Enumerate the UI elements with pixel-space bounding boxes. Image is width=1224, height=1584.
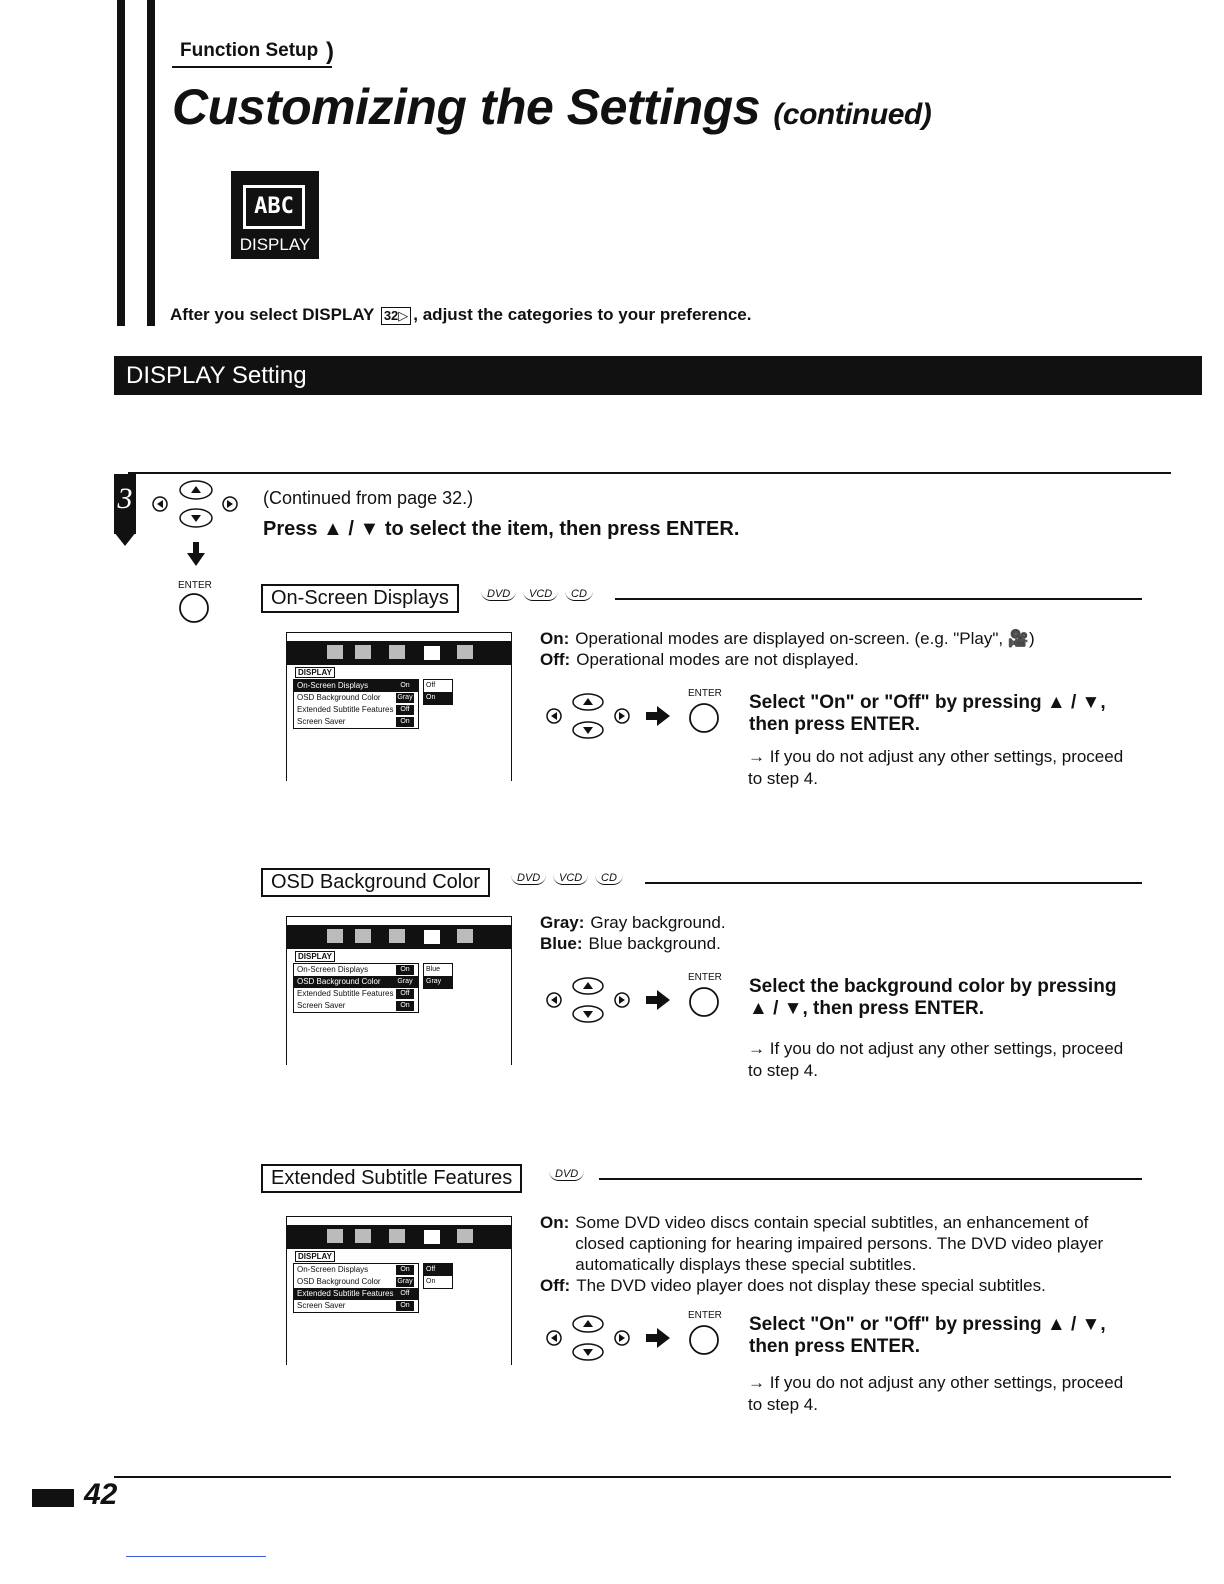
menu-row: [294, 976, 418, 988]
menu-row: [294, 704, 418, 716]
disc-badge-icon: VCD: [523, 588, 558, 601]
page-ref-icon: 32▷: [381, 307, 411, 325]
item-description: [540, 628, 1140, 670]
enter-button-icon: [688, 1324, 720, 1356]
page-ref-number: 32: [383, 308, 399, 323]
menu-icon-bar: [287, 641, 511, 665]
menu-row: [294, 1276, 418, 1288]
step-top-rule: [128, 472, 1171, 474]
menu-row-value: On: [396, 1265, 414, 1275]
description-term: On:: [540, 1213, 570, 1232]
description-term: Off:: [540, 1276, 571, 1295]
cursor-pad-icon: [542, 974, 638, 1026]
disc-badge-icon: DVD: [481, 588, 516, 601]
description-term: Off:: [540, 650, 571, 669]
description-row: [540, 628, 1140, 649]
right-arrow-icon: [646, 1328, 670, 1348]
enter-label: ENTER: [688, 688, 722, 699]
menu-row: [294, 692, 418, 704]
item-rule: [599, 1178, 1142, 1180]
menu-option: Off: [424, 1264, 452, 1276]
control-diagram: [542, 974, 742, 1024]
section-banner: [114, 356, 1202, 395]
intro-after: , adjust the categories to your preference.: [413, 305, 752, 324]
cursor-pad-icon: [542, 1312, 638, 1364]
item-instruction: Select "On" or "Off" by pressing ▲ / ▼, then press ENTER.: [749, 692, 1106, 735]
page-marker: [32, 1489, 74, 1507]
right-arrow-icon: [646, 706, 670, 726]
menu-row: [294, 988, 418, 1000]
menu-row: [294, 680, 418, 692]
display-icon-label: DISPLAY: [239, 235, 311, 254]
menu-row-label: On-Screen Displays: [297, 965, 369, 974]
description-row: [540, 1212, 1140, 1275]
enter-label: ENTER: [688, 1310, 722, 1321]
menu-header: DISPLAY: [295, 667, 335, 678]
intro-before: After you select DISPLAY: [170, 305, 375, 324]
menu-row-value: Gray: [397, 1278, 413, 1285]
menu-row-value: On: [396, 1001, 414, 1011]
menu-row-label: On-Screen Displays: [297, 1265, 369, 1274]
osd-menu-screenshot: [286, 916, 512, 1065]
menu-tab-icon: [355, 929, 371, 943]
item-heading: Extended Subtitle Features: [261, 1164, 522, 1193]
item-heading: On-Screen Displays: [261, 584, 459, 613]
menu-tab-icon: [327, 645, 343, 659]
menu-tab-icon: [423, 929, 441, 945]
menu-list: [293, 963, 419, 1013]
menu-row-value: Off: [396, 1289, 414, 1299]
description-text: Gray background.: [590, 913, 726, 932]
menu-tab-icon: [457, 929, 473, 943]
description-term: Gray:: [540, 913, 585, 932]
description-row: [540, 912, 1140, 933]
description-term: On:: [540, 629, 570, 648]
menu-row-value: On: [396, 1301, 414, 1311]
disc-badge-icon: CD: [565, 588, 593, 601]
menu-row: [294, 1000, 418, 1012]
menu-row-value: Gray: [397, 978, 413, 985]
item-rule: [615, 598, 1142, 600]
disc-badge-icon: DVD: [549, 1168, 584, 1181]
step-number: 3: [114, 474, 136, 534]
display-screen-icon: [243, 185, 305, 229]
description-row: [540, 649, 1140, 670]
menu-tab-icon: [355, 645, 371, 659]
right-arrow-icon: [646, 990, 670, 1010]
menu-option: On: [426, 1278, 436, 1285]
menu-row: [294, 964, 418, 976]
enter-button-icon: [178, 592, 210, 624]
description-text: Some DVD video discs contain special subtitles, an enhancement of closed captioning for hearing impaired persons. The DVD video player automatically displays these special subtitles.: [575, 1213, 1104, 1274]
menu-tab-icon: [423, 1229, 441, 1245]
menu-options: [423, 1263, 453, 1289]
menu-row-value: Off: [396, 705, 414, 715]
disc-badge-icon: VCD: [553, 872, 588, 885]
intro-text: [170, 305, 752, 325]
menu-row-label: Extended Subtitle Features: [297, 1289, 394, 1298]
proceed-note: → If you do not adjust any other settings, proceed to step 4.: [748, 1039, 1124, 1080]
menu-option: Gray: [424, 976, 452, 988]
menu-row-label: OSD Background Color: [297, 1277, 381, 1286]
menu-row: [294, 1300, 418, 1312]
section-bracket-icon: ): [326, 38, 334, 65]
menu-options: [423, 679, 453, 705]
enter-label: ENTER: [178, 580, 212, 591]
down-arrow-icon: [186, 542, 206, 568]
menu-row-value: On: [396, 681, 414, 691]
menu-row-label: Extended Subtitle Features: [297, 989, 394, 998]
step-instruction: Press ▲ / ▼ to select the item, then press ENTER.: [263, 518, 740, 540]
menu-option: On: [424, 692, 452, 704]
control-diagram: [542, 690, 742, 740]
banner-title: DISPLAY Setting: [126, 362, 307, 389]
menu-tab-icon: [389, 645, 405, 659]
menu-row: [294, 716, 418, 728]
menu-tab-icon: [389, 929, 405, 943]
continued-note: (Continued from page 32.): [263, 488, 474, 508]
description-row: [540, 1275, 1140, 1296]
description-text: Operational modes are displayed on-screen. (e.g. "Play", 🎥): [575, 629, 1035, 648]
cursor-pad-icon: [542, 690, 638, 742]
menu-row-label: Screen Saver: [297, 1301, 346, 1310]
description-text: Operational modes are not displayed.: [576, 650, 859, 669]
enter-button-icon: [688, 702, 720, 734]
menu-tab-icon: [389, 1229, 405, 1243]
menu-tab-icon: [327, 1229, 343, 1243]
menu-row-label: OSD Background Color: [297, 977, 381, 986]
osd-menu-screenshot: [286, 632, 512, 781]
cursor-pad-icon: [148, 478, 244, 534]
description-text: The DVD video player does not display these special subtitles.: [576, 1276, 1046, 1295]
proceed-note: → If you do not adjust any other settings, proceed to step 4.: [748, 747, 1124, 788]
description-text: Blue background.: [588, 934, 721, 953]
page-title-main: Customizing the Settings: [172, 79, 760, 135]
menu-row-value: On: [396, 717, 414, 727]
menu-tab-icon: [457, 1229, 473, 1243]
menu-row-label: Screen Saver: [297, 717, 346, 726]
menu-row: [294, 1288, 418, 1300]
menu-header: DISPLAY: [295, 951, 335, 962]
item-heading: OSD Background Color: [261, 868, 490, 897]
disc-badge-icon: CD: [595, 872, 623, 885]
left-bar-outer: [117, 0, 125, 326]
menu-tab-icon: [327, 929, 343, 943]
menu-option: Off: [426, 682, 436, 689]
scan-artifact-line: [126, 1556, 266, 1557]
menu-row-value: Off: [396, 989, 414, 999]
description-row: [540, 933, 1140, 954]
item-rule: [645, 882, 1142, 884]
footer-rule: [114, 1476, 1171, 1478]
proceed-note: → If you do not adjust any other settings, proceed to step 4.: [748, 1373, 1124, 1414]
menu-tab-icon: [355, 1229, 371, 1243]
menu-row-label: Screen Saver: [297, 1001, 346, 1010]
page-number: 42: [84, 1478, 118, 1511]
menu-row: [294, 1264, 418, 1276]
item-description: [540, 1212, 1140, 1296]
menu-icon-bar: [287, 925, 511, 949]
page-title: [172, 78, 931, 136]
left-bar-inner: [147, 0, 155, 326]
enter-button-icon: [688, 986, 720, 1018]
menu-tab-icon: [423, 645, 441, 661]
step-tab-tip: [114, 532, 136, 546]
control-diagram: [542, 1312, 742, 1362]
menu-row-value: Gray: [397, 694, 413, 701]
item-instruction: Select the background color by pressing ▲ / ▼, then press ENTER.: [749, 976, 1117, 1019]
menu-icon-bar: [287, 1225, 511, 1249]
menu-row-label: On-Screen Displays: [297, 681, 369, 690]
menu-tab-icon: [457, 645, 473, 659]
menu-list: [293, 679, 419, 729]
menu-row-label: Extended Subtitle Features: [297, 705, 394, 714]
item-instruction: Select "On" or "Off" by pressing ▲ / ▼, then press ENTER.: [749, 1314, 1106, 1357]
section-label: Function Setup: [180, 40, 319, 61]
display-icon: [231, 171, 319, 259]
menu-header: DISPLAY: [295, 1251, 335, 1262]
menu-row-value: On: [396, 965, 414, 975]
section-underline: [172, 66, 332, 68]
menu-option: Blue: [426, 966, 441, 973]
disc-badge-icon: DVD: [511, 872, 546, 885]
item-description: [540, 912, 1140, 954]
osd-menu-screenshot: [286, 1216, 512, 1365]
menu-options: [423, 963, 453, 989]
display-icon-glyph: ABC: [254, 194, 294, 219]
menu-row-label: OSD Background Color: [297, 693, 381, 702]
page-title-suffix: (continued): [773, 98, 932, 131]
description-term: Blue:: [540, 934, 583, 953]
enter-label: ENTER: [688, 972, 722, 983]
menu-list: [293, 1263, 419, 1313]
